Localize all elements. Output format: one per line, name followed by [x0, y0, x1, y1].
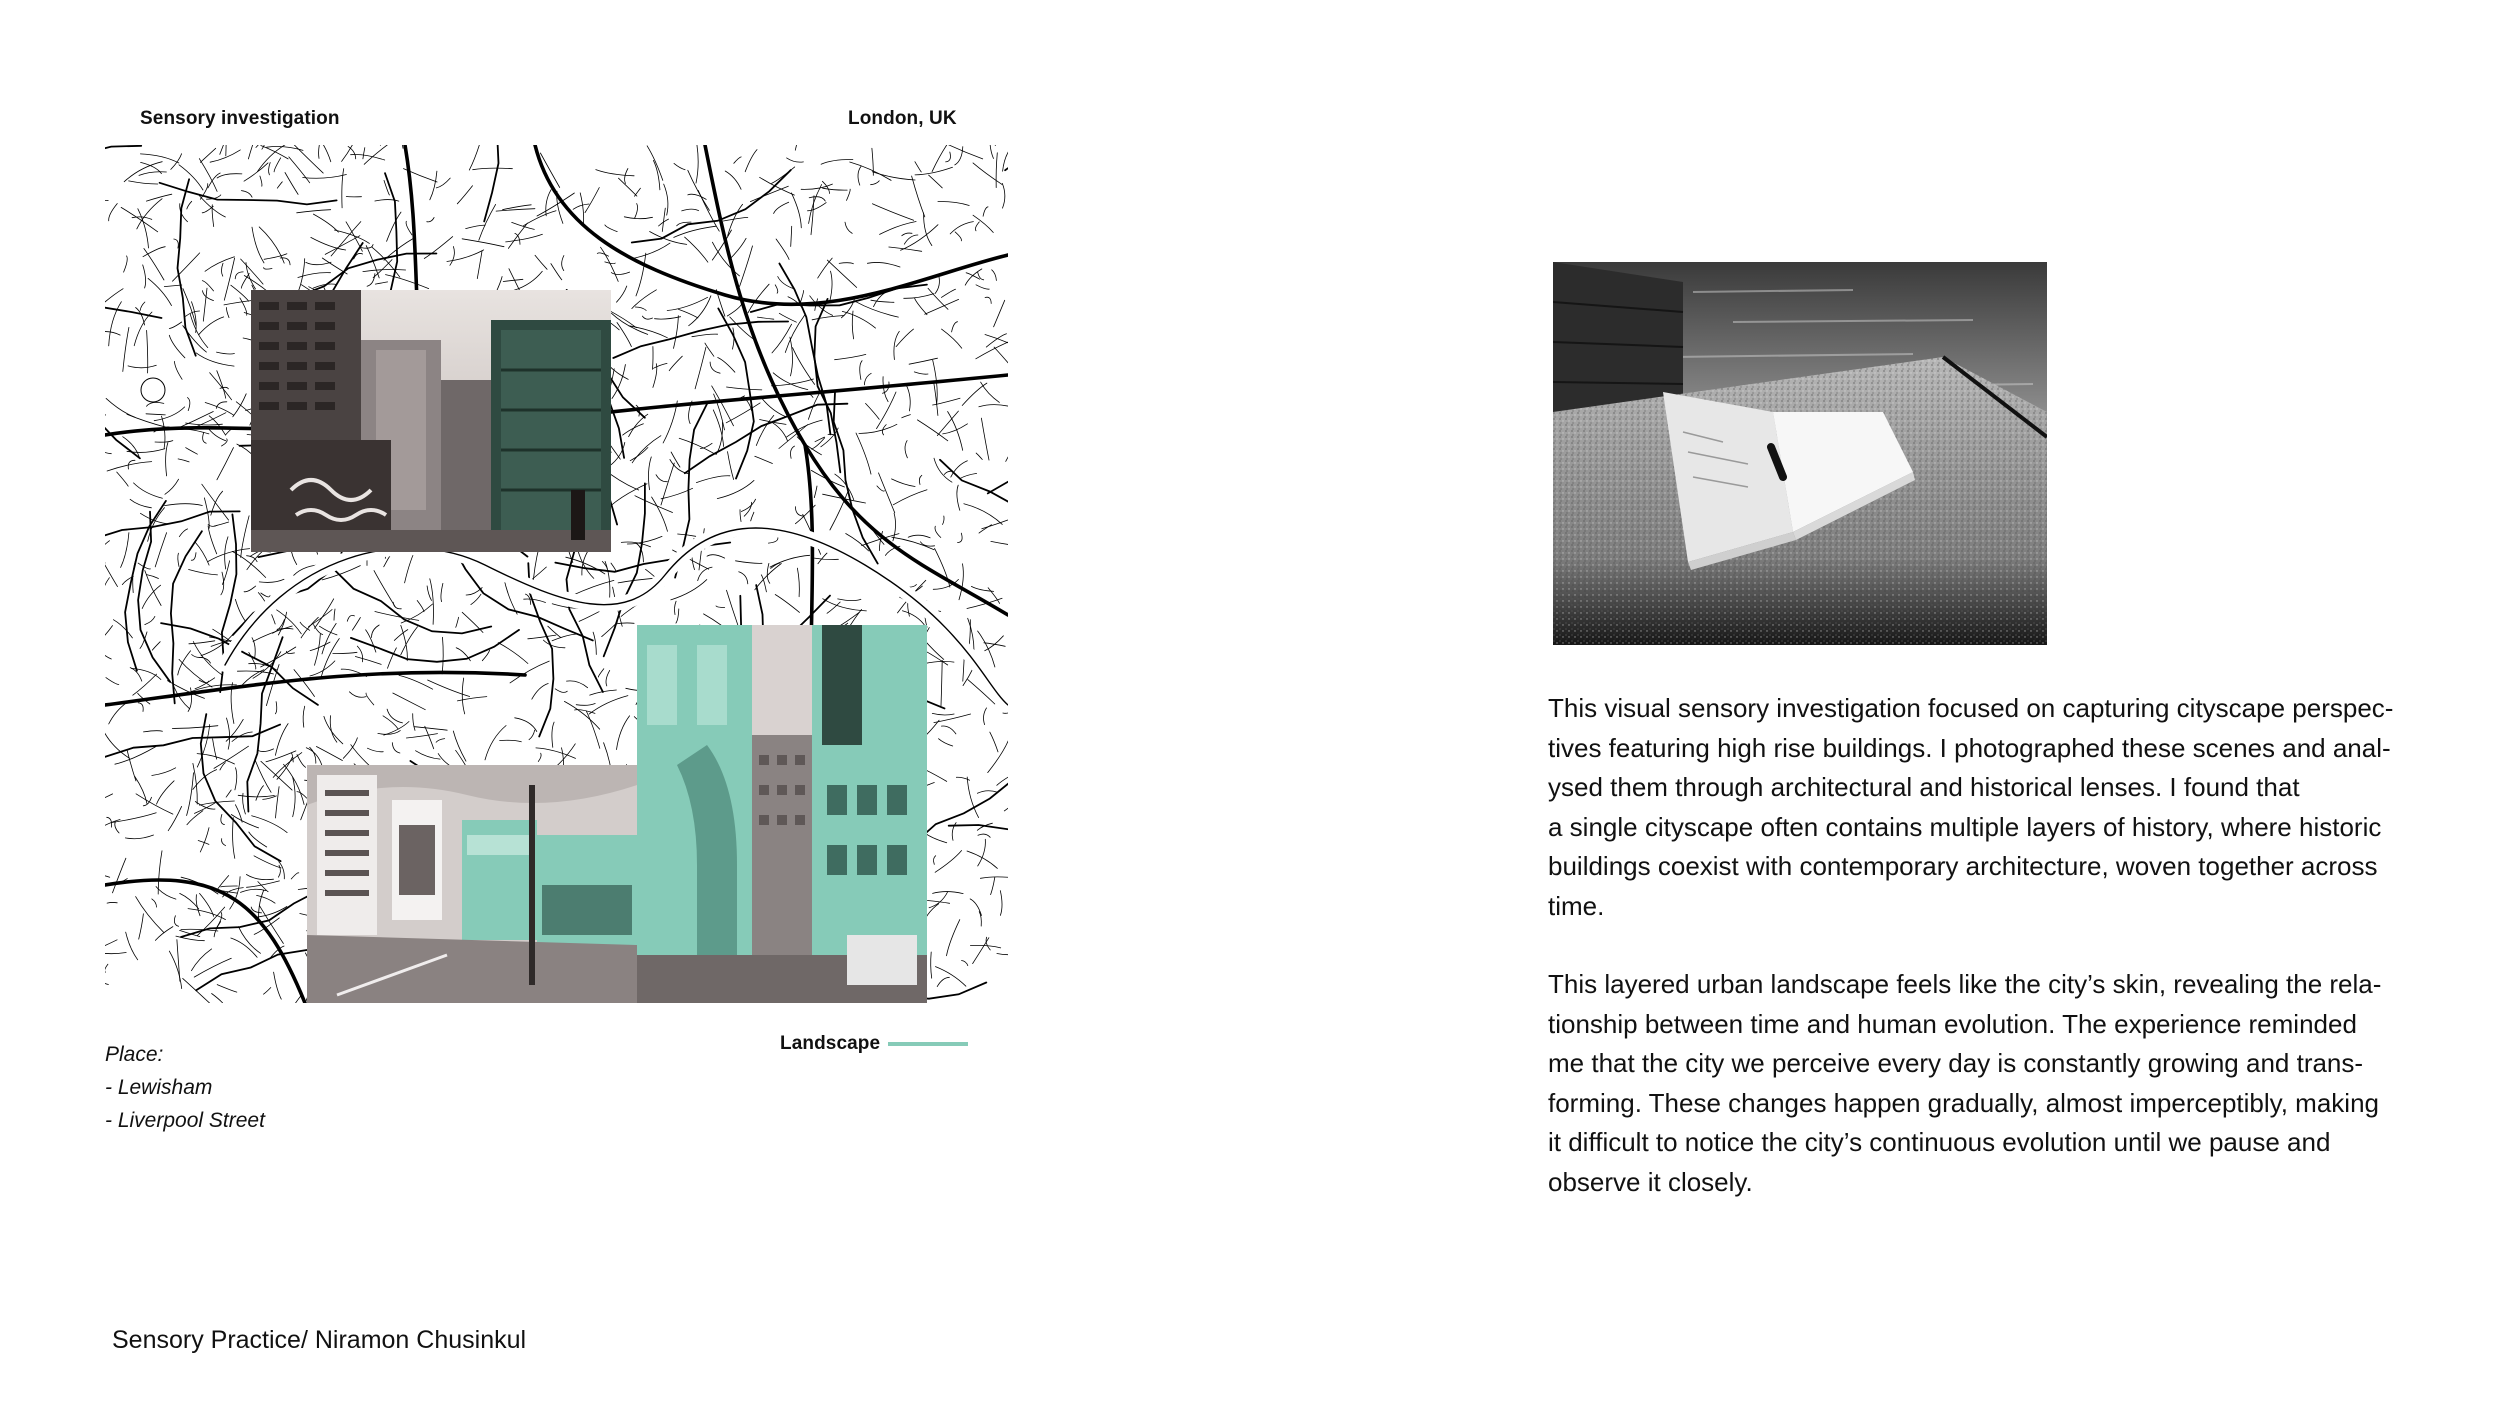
street-map [105, 145, 1008, 1003]
text-line: forming. These changes happen gradually, almost imperceptibly, making [1548, 1087, 2379, 1118]
text-line: This visual sensory investigation focused on capturing cityscape perspec- [1548, 693, 2394, 723]
location-label: London, UK [848, 108, 957, 129]
notebook-on-granite-photo [1553, 262, 2047, 645]
text-line: buildings coexist with contemporary architecture, woven together across [1548, 851, 2378, 881]
text-line: observe it closely. [1548, 1166, 1753, 1197]
street-photo-3 [637, 625, 927, 1003]
section-title: Sensory investigation [140, 108, 340, 129]
text-line: tionship between time and human evolution. The experience reminded [1548, 1008, 2357, 1039]
place-item: - Lewisham [105, 1076, 213, 1099]
paragraph-2 [1548, 965, 2468, 1202]
text-line: ysed them through architectural and historical lenses. I found that [1548, 772, 2300, 802]
text-line: time. [1548, 890, 1605, 921]
street-photo-1 [251, 290, 611, 552]
legend-swatch [888, 1042, 968, 1046]
footer-credit: Sensory Practice/ Niramon Chusinkul [112, 1326, 527, 1354]
paragraph-1 [1548, 689, 2468, 926]
text-line: it difficult to notice the city’s continuous evolution until we pause and [1548, 1127, 2331, 1157]
place-heading: Place: [105, 1043, 164, 1066]
body-text [1548, 689, 2468, 1202]
legend [780, 1033, 968, 1055]
text-line: a single cityscape often contains multiple layers of history, where historic [1548, 811, 2382, 842]
street-photo-2 [307, 765, 637, 1003]
text-line: tives featuring high rise buildings. I photographed these scenes and anal- [1548, 732, 2391, 763]
place-item: - Liverpool Street [105, 1109, 265, 1132]
place-caption [105, 1038, 265, 1137]
legend-label: Landscape [780, 1033, 881, 1054]
text-line: me that the city we perceive every day is constantly growing and trans- [1548, 1048, 2364, 1078]
text-line: This layered urban landscape feels like the city’s skin, revealing the rela- [1548, 969, 2382, 999]
